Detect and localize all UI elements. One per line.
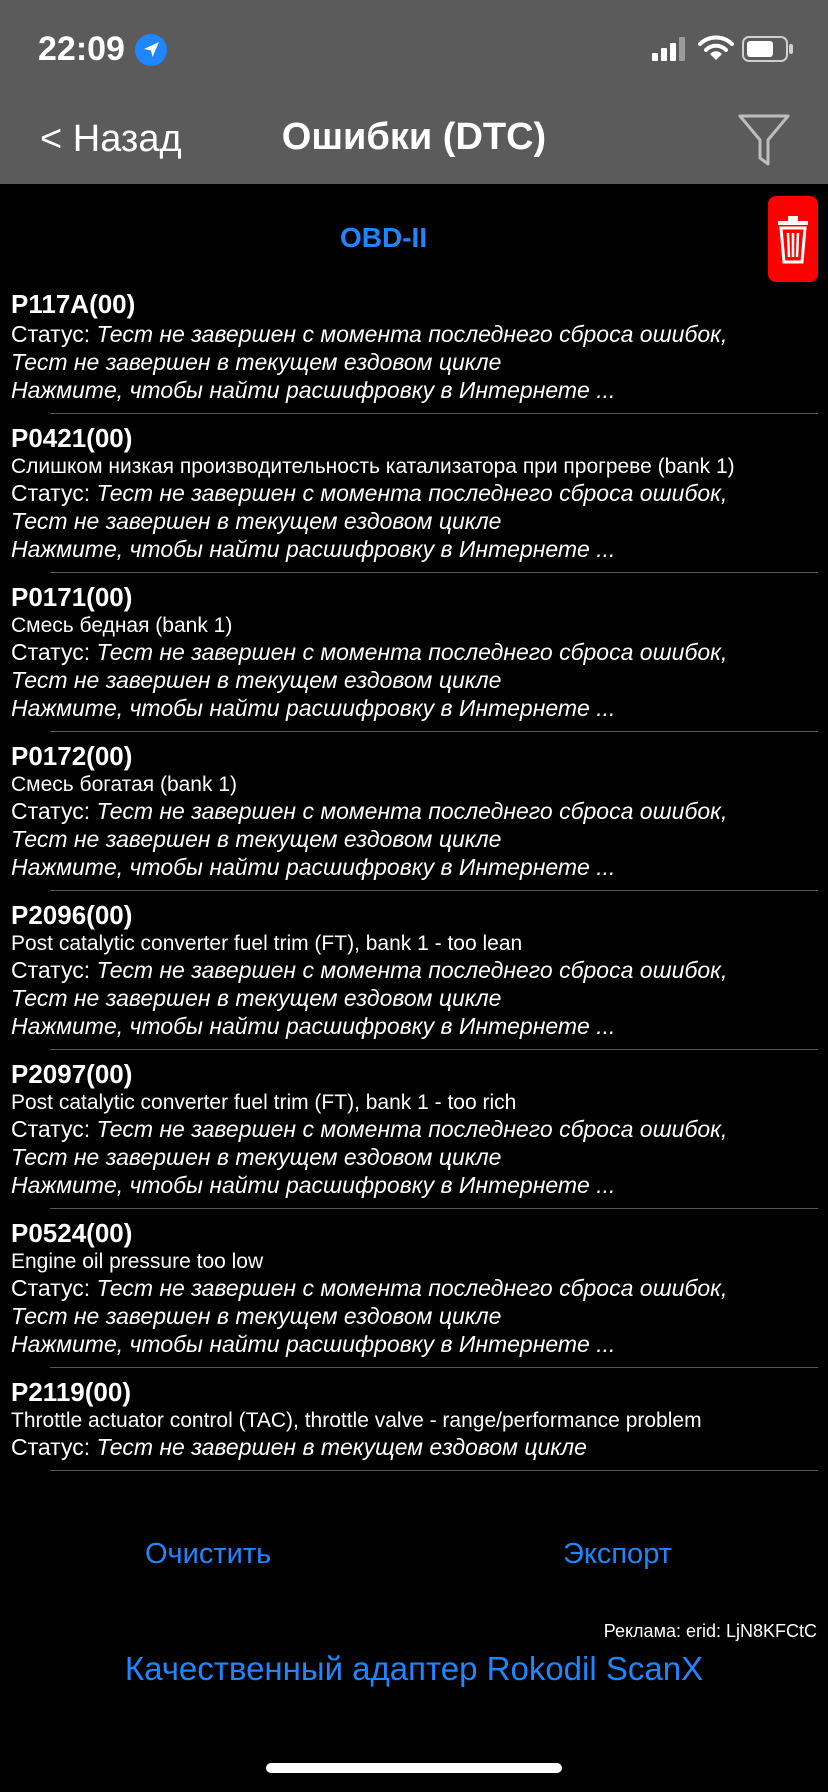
dtc-code: P2097(00) <box>11 1059 133 1089</box>
dtc-code: P2119(00) <box>11 1377 131 1407</box>
filter-icon[interactable] <box>738 112 790 168</box>
dtc-description: Throttle actuator control (TAC), throttle valve - range/performance problem <box>11 1409 702 1432</box>
dtc-lookup-link[interactable]: Нажмите, чтобы найти расшифровку в Интернете ... <box>11 536 616 562</box>
dtc-item-p0421[interactable] <box>0 414 828 573</box>
battery-icon <box>742 36 794 62</box>
dtc-status: Статус: Тест не завершен с момента последнего сброса ошибок, <box>11 480 728 506</box>
export-button[interactable]: Экспорт <box>563 1538 672 1570</box>
dtc-status-cont: Тест не завершен в текущем ездовом цикле <box>11 1144 502 1170</box>
dtc-status-cont: Тест не завершен в текущем ездовом цикле <box>11 508 502 534</box>
location-arrow-icon <box>134 33 168 67</box>
dtc-item-p0171[interactable] <box>0 573 828 732</box>
dtc-lookup-link[interactable]: Нажмите, чтобы найти расшифровку в Интернете ... <box>11 695 616 721</box>
trash-icon <box>776 214 810 264</box>
dtc-list[interactable] <box>0 280 828 1488</box>
dtc-status: Статус: Тест не завершен с момента последнего сброса ошибок, <box>11 1275 728 1301</box>
dtc-status-cont: Тест не завершен в текущем ездовом цикле <box>11 826 502 852</box>
back-button[interactable]: < Назад <box>40 118 182 160</box>
dtc-code: P0171(00) <box>11 582 133 612</box>
dtc-description: Слишком низкая производительность катализатора при прогреве (bank 1) <box>11 455 735 478</box>
delete-all-button[interactable] <box>768 196 818 282</box>
dtc-status: Статус: Тест не завершен с момента последнего сброса ошибок, <box>11 798 728 824</box>
dtc-code: P0172(00) <box>11 741 133 771</box>
dtc-lookup-link[interactable]: Нажмите, чтобы найти расшифровку в Интернете ... <box>11 854 616 880</box>
dtc-code: P2096(00) <box>11 900 133 930</box>
dtc-item-p0524[interactable] <box>0 1209 828 1368</box>
dtc-status-cont: Тест не завершен в текущем ездовом цикле <box>11 985 502 1011</box>
dtc-status: Статус: Тест не завершен с момента последнего сброса ошибок, <box>11 639 728 665</box>
dtc-description: Engine oil pressure too low <box>11 1250 264 1273</box>
home-indicator[interactable] <box>266 1763 562 1773</box>
dtc-description: Post catalytic converter fuel trim (FT), bank 1 - too lean <box>11 932 523 955</box>
dtc-description: Смесь богатая (bank 1) <box>11 773 237 796</box>
section-title: OBD-II <box>340 222 428 253</box>
ad-link[interactable]: Качественный адаптер Rokodil ScanX <box>124 1650 704 1687</box>
dtc-status: Статус: Тест не завершен с момента последнего сброса ошибок, <box>11 957 728 983</box>
dtc-status-cont: Тест не завершен в текущем ездовом цикле <box>11 349 502 375</box>
dtc-status: Статус: Тест не завершен с момента последнего сброса ошибок, <box>11 321 728 347</box>
dtc-item-p2119[interactable] <box>0 1368 828 1471</box>
cellular-signal-icon <box>652 36 690 62</box>
wifi-icon <box>698 34 734 62</box>
dtc-status-cont: Тест не завершен в текущем ездовом цикле <box>11 1303 502 1329</box>
dtc-code: P117A(00) <box>11 289 136 319</box>
ad-label: Реклама: erid: LjN8KFCtC <box>603 1621 817 1641</box>
dtc-item-p2097[interactable] <box>0 1050 828 1209</box>
dtc-item-p117a[interactable] <box>0 280 828 414</box>
dtc-lookup-link[interactable]: Нажмите, чтобы найти расшифровку в Интернете ... <box>11 377 616 403</box>
dtc-item-p2096[interactable] <box>0 891 828 1050</box>
dtc-code: P0421(00) <box>11 423 133 453</box>
page-title: Ошибки (DTC) <box>281 116 547 158</box>
dtc-code: P0524(00) <box>11 1218 133 1248</box>
dtc-item-p0172[interactable] <box>0 732 828 891</box>
nav-header <box>0 0 828 184</box>
dtc-lookup-link[interactable]: Нажмите, чтобы найти расшифровку в Интернете ... <box>11 1331 616 1357</box>
clear-button[interactable]: Очистить <box>145 1538 272 1570</box>
dtc-description: Post catalytic converter fuel trim (FT), bank 1 - too rich <box>11 1091 517 1114</box>
dtc-description: Смесь бедная (bank 1) <box>11 614 233 637</box>
dtc-status: Статус: Тест не завершен с момента последнего сброса ошибок, <box>11 1116 728 1142</box>
dtc-status-cont: Тест не завершен в текущем ездовом цикле <box>11 667 502 693</box>
dtc-status: Статус: Тест не завершен в текущем ездовом цикле <box>11 1434 587 1460</box>
dtc-lookup-link[interactable]: Нажмите, чтобы найти расшифровку в Интернете ... <box>11 1172 616 1198</box>
dtc-lookup-link[interactable]: Нажмите, чтобы найти расшифровку в Интернете ... <box>11 1013 616 1039</box>
status-time: 22:09 <box>38 30 125 68</box>
